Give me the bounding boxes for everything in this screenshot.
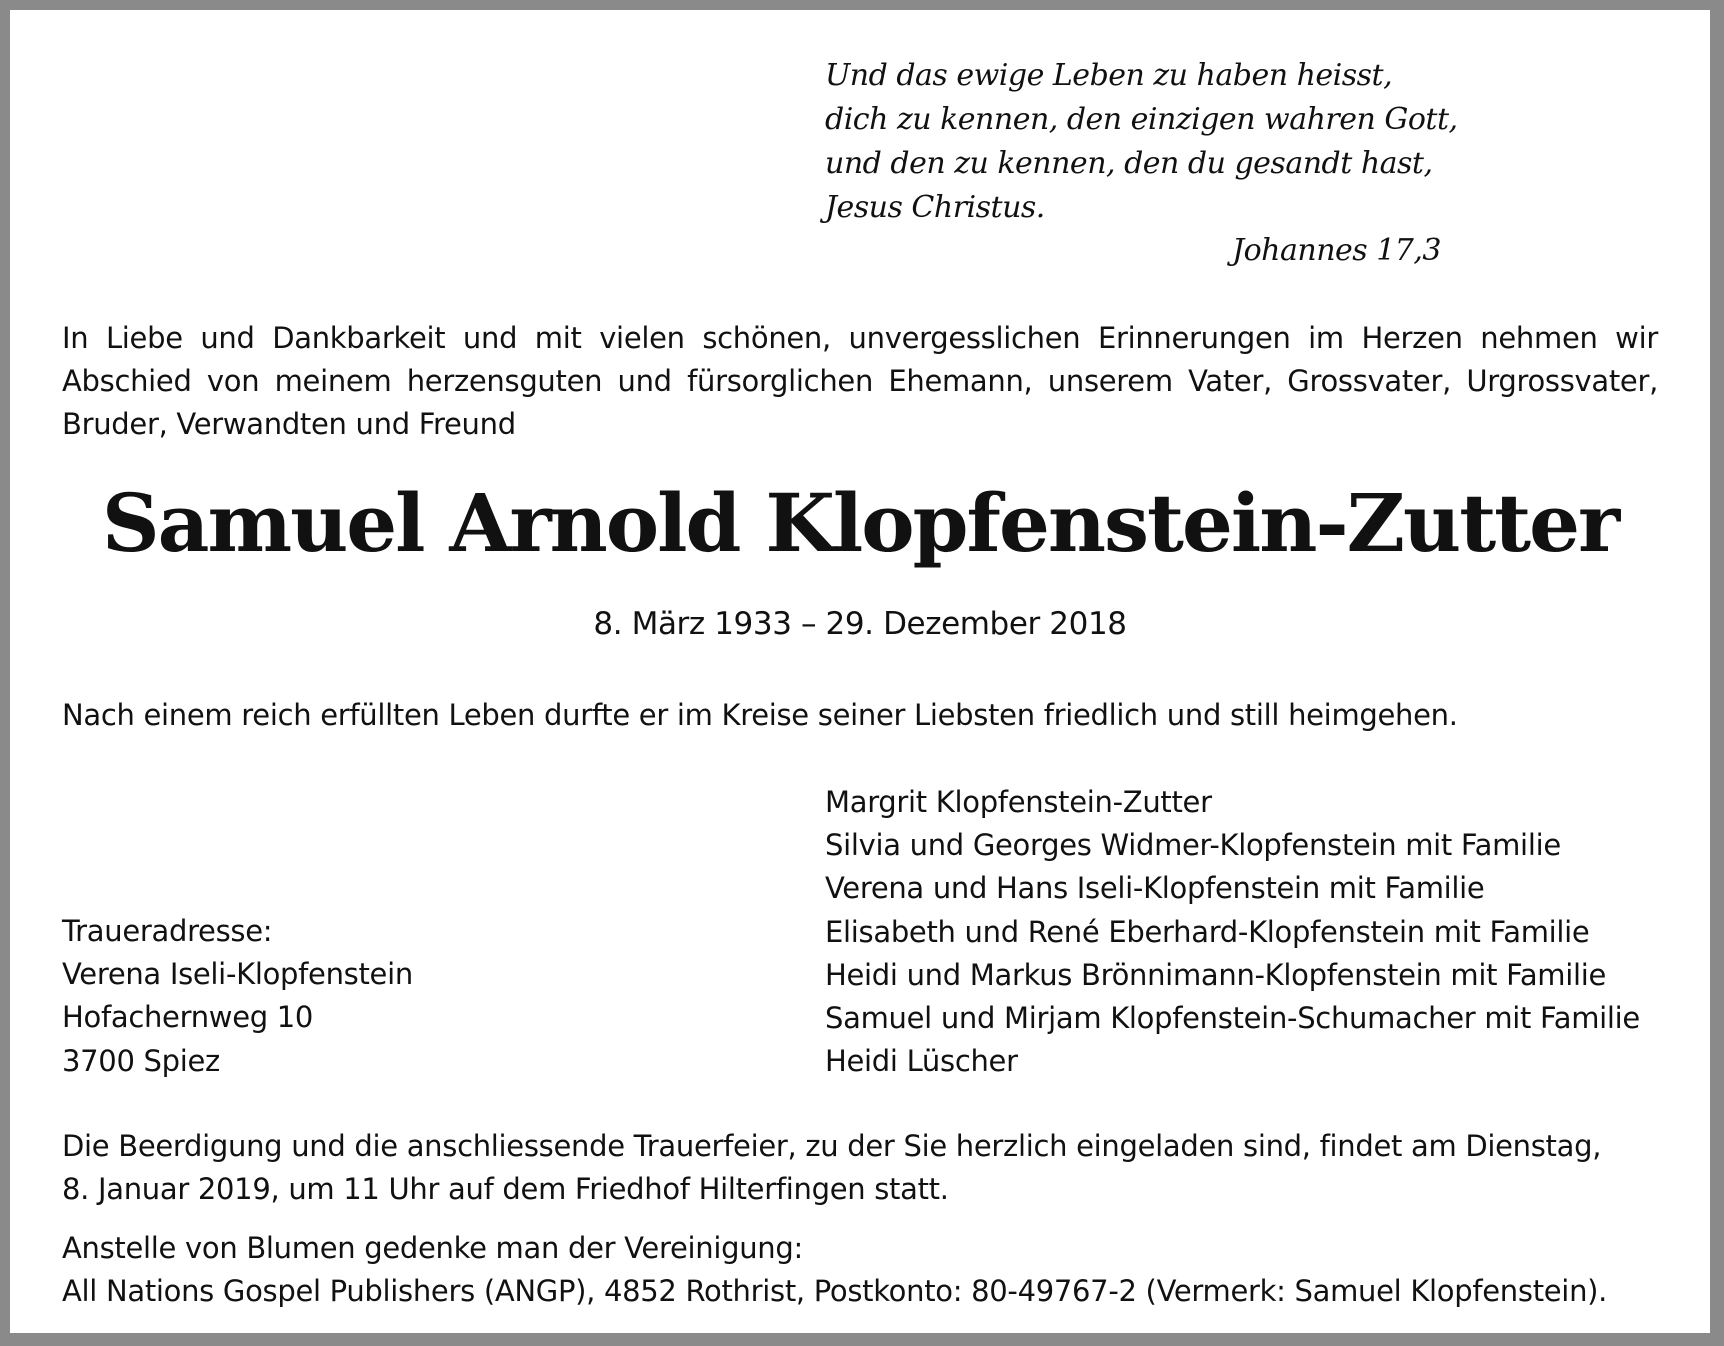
donation-note <box>62 1227 1662 1313</box>
address-street: Hofachernweg 10 <box>62 1000 314 1035</box>
funeral-text-line: Die Beerdigung und die anschliessende Trauerfeier, zu der Sie herzlich eingeladen sind, findet am Dienstag, <box>62 1129 1602 1163</box>
mourner-item: Heidi Lüscher <box>825 1044 1018 1079</box>
life-dates: 8. März 1933 – 29. Dezember 2018 <box>593 606 1127 642</box>
mourners-list <box>825 781 1655 1083</box>
donation-line: Anstelle von Blumen gedenke man der Vereinigung: <box>62 1231 803 1265</box>
verse-reference: Johannes 17,3 <box>1232 233 1441 268</box>
bible-verse <box>825 54 1458 230</box>
funeral-text-line: 8. Januar 2019, um 11 Uhr auf dem Friedhof Hilterfingen statt. <box>62 1172 949 1206</box>
donation-line: All Nations Gospel Publishers (ANGP), 4852 Rothrist, Postkonto: 80-49767-2 (Vermerk: Samuel Klopfenstein). <box>62 1274 1608 1308</box>
mourning-address <box>62 910 662 1083</box>
verse-line: und den zu kennen, den du gesandt hast, <box>825 146 1433 181</box>
funeral-announcement <box>62 1125 1658 1211</box>
mourner-item: Samuel und Mirjam Klopfenstein-Schumacher mit Familie <box>825 1001 1640 1036</box>
mourner-item: Verena und Hans Iseli-Klopfenstein mit Familie <box>825 871 1485 906</box>
peaceful-note: Nach einem reich erfüllten Leben durfte er im Kreise seiner Liebsten friedlich und still heimgehen. <box>62 698 1458 732</box>
verse-line: dich zu kennen, den einzigen wahren Gott, <box>825 102 1458 137</box>
verse-line: Jesus Christus. <box>825 190 1045 225</box>
deceased-name: Samuel Arnold Klopfenstein-Zutter <box>101 476 1619 570</box>
verse-line: Und das ewige Leben zu haben heisst, <box>825 58 1393 93</box>
mourner-item: Silvia und Georges Widmer-Klopfenstein mit Familie <box>825 828 1561 863</box>
mourner-item: Elisabeth und René Eberhard-Klopfenstein mit Familie <box>825 914 1590 949</box>
obituary-page <box>10 10 1710 1333</box>
intro-paragraph: In Liebe und Dankbarkeit und mit vielen schönen, unvergesslichen Erinnerungen im Herzen nehmen wir Abschied von meinem herzensguten und fürsorglichen Ehemann, unserem Vater, Grossvater, Urgrossvater, Bruder, Verwandten und Freund <box>62 321 1658 441</box>
mourner-item: Margrit Klopfenstein-Zutter <box>825 785 1212 819</box>
address-city: 3700 Spiez <box>62 1043 220 1078</box>
mourner-item: Heidi und Markus Brönnimann-Klopfenstein mit Familie <box>825 957 1607 992</box>
address-label: Traueradresse: <box>62 914 273 948</box>
address-name: Verena Iseli-Klopfenstein <box>62 957 413 992</box>
